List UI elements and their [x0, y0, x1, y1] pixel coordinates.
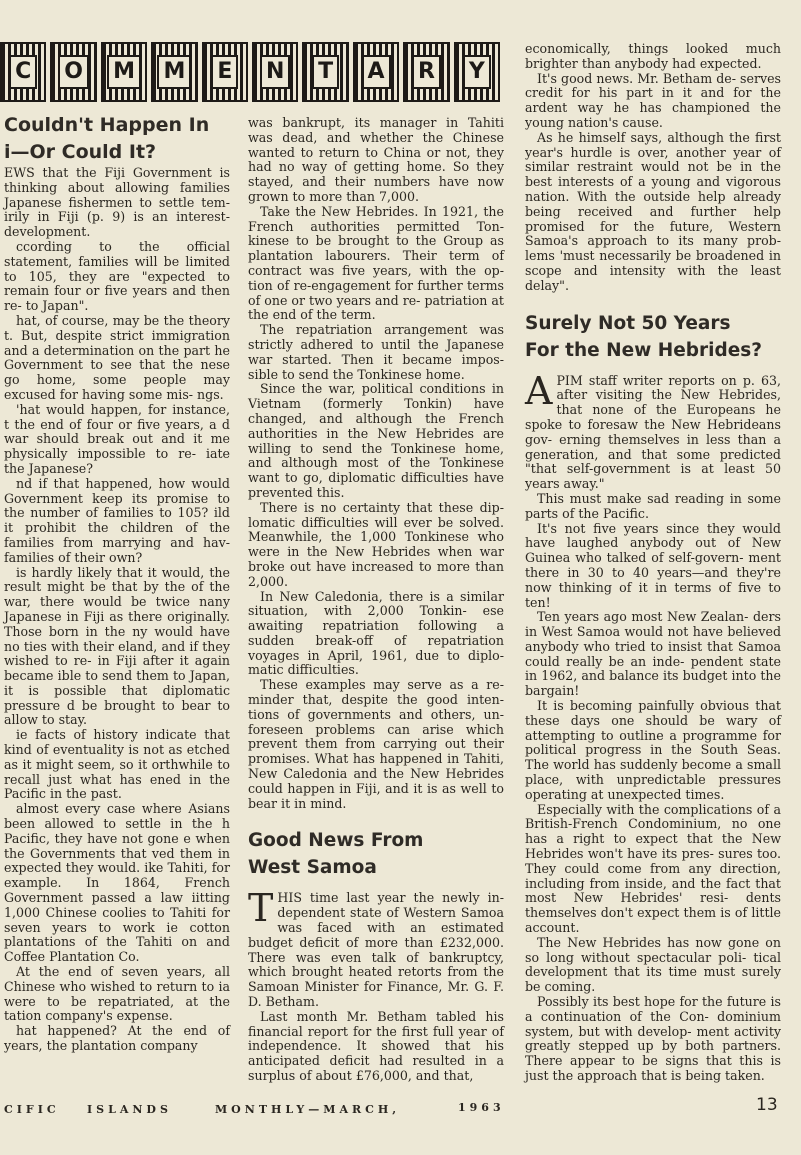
- article-paragraph: It's good news. Mr. Betham de- serves credit for his part in it and for the ardent way he has championed the young nation's cause.: [525, 70, 781, 130]
- article-headline: Good News From West Samoa: [248, 830, 424, 879]
- article-headline: Surely Not 50 Years For the New Hebrides?: [525, 312, 762, 361]
- article-paragraph: almost every case where Asians been allowed to settle in the h Pacific, they have not gone e when the Governments that ved them in expected they would. ike Tahiti, for example. In 1864, French Government passed a law iitting 1,000 Chinese coolies to Tahiti for seven years to work ie cotton plantations of the Tahiti on and Coffee Plantation Co.: [4, 801, 230, 965]
- article-paragraph: These examples may serve as a re- minder that, despite the good inten- tions of governments and others, un- foreseen problems can arise which prevent them from carrying out their promises. What has happened in Tahiti, New Caledonia and the New Hebrides could happen in Fiji, and it is as well to bear it in mind.: [248, 677, 504, 811]
- footer-publication: CIFIC: [4, 1103, 60, 1116]
- article-lead: THIS time last year the newly in- dependent state of Western Samoa was faced with an estimated budget deficit of more than £232,000. There was even talk of bankruptcy, which brought heated retorts from the Samoan Minister for Finance, Mr. G. F. D. Betham.: [248, 886, 504, 1010]
- article-paragraph: is hardly likely that it would, the result might be that by the of the war, there would be twice nany Japanese in Fiji as there originally. Those born in the ny would have no ties with their eland, and if they wished to re- in Fiji after it again became ible to send them to Japan, it is possible that diplomatic pressure d be brought to bear to allow to stay.: [4, 564, 230, 728]
- article-paragraph: Last month Mr. Betham tabled his financial report for the first full year of independence. It showed that his anticipated deficit had resulted in a surplus of about £76,000, and that,: [248, 1008, 504, 1084]
- article-paragraph: Since the war, political conditions in Vietnam (formerly Tonkin) have changed, and although the French authorities in the New Hebrides are willing to send the Tonkinese home, and although most of the Tonkinese want to go, diplomatic difficulties have prevented this.: [248, 381, 504, 500]
- article-paragraph: As he himself says, although the first year's hurdle is over, another year of similar restraint would not be in the best interests of a young and vigorous nation. With the outside help already being received and further help promised for the future, Western Samoa's approach to its many prob- lems 'must necessarily be broadened in scope and intensity with the least delay".: [525, 129, 781, 293]
- article-paragraph: There is no certainty that these dip- lomatic difficulties will ever be solved. Meanwhile, the 1,000 Tonkinese who were in the New Hebrides when war broke out have increased to more than 2,000.: [248, 499, 504, 589]
- page-footer: [0, 1095, 801, 1119]
- article-paragraph: hat happened? At the end of years, the plantation company: [4, 1023, 230, 1054]
- masthead-letter: T: [302, 42, 348, 102]
- article-paragraph: nd if that happened, how would Government keep its promise to the number of families to 105? ild it prohibit the children of the families from marrying and hav- families of their own?: [4, 475, 230, 565]
- article-paragraph: EWS that the Fiji Government is thinking about allowing families Japanese fishermen to settle tem- irily in Fiji (p. 9) is an interest- development.: [4, 165, 230, 240]
- article-paragraph: hat, of course, may be the theory t. But, despite strict immigration and a determination on the part he Government to see that the nese go home, some people may excused for having some mis- ngs.: [4, 312, 230, 402]
- article-paragraph: In New Caledonia, there is a similar situation, with 2,000 Tonkin- ese awaiting repatriation following a sudden break-off of repatriation voyages in April, 1961, due to diplo- matic difficulties.: [248, 588, 504, 678]
- column-left: [4, 112, 230, 1054]
- masthead-letter: N: [252, 42, 298, 102]
- article-paragraph: This must make sad reading in some parts of the Pacific.: [525, 490, 781, 521]
- masthead-letter: M: [101, 42, 147, 102]
- article-paragraph: Possibly its best hope for the future is a continuation of the Con- dominium system, but with develop- ment activity greatly stepped up by both partners. There appear to be signs that this is just the approach that is being taken.: [525, 994, 781, 1083]
- drop-cap: T: [248, 886, 274, 931]
- article-paragraph: At the end of seven years, all Chinese who wished to return to ia were to be repatriated, at the tation company's expense.: [4, 964, 230, 1024]
- article-paragraph: ccording to the official statement, families will be limited to 105, they are "expected to remain four or five years and then re- to Japan".: [4, 238, 230, 314]
- masthead-letter: R: [403, 42, 449, 102]
- footer-publication: ISLANDS: [87, 1103, 172, 1116]
- article-paragraph: The repatriation arrangement was strictly adhered to until the Japanese war started. Then it became impos- sible to send the Tonkinese home.: [248, 322, 504, 382]
- masthead-letter: O: [50, 42, 96, 102]
- masthead-letter: C: [0, 42, 46, 102]
- masthead-letter: Y: [454, 42, 500, 102]
- article-paragraph: was bankrupt, its manager in Tahiti was dead, and whether the Chinese wanted to return to China or not, they had no way of getting home. So they stayed, and their numbers have now grown to more than 7,000.: [248, 115, 504, 204]
- footer-year: 1963: [458, 1101, 505, 1114]
- article-paragraph: Take the New Hebrides. In 1921, the French authorities permitted Ton- kinese to be brought to the Group as plantation labourers. Their term of contract was five years, with the op- tion of re-engagement for further terms of one or two years and re- patriation at the end of the term.: [248, 203, 504, 323]
- page-number: 13: [756, 1095, 778, 1115]
- article-paragraph: It's not five years since they would have laughed anybody out of New Guinea who talked of self-govern- ment there in 30 to 40 years—and they're now thinking of it in terms of five to ten!: [525, 520, 781, 610]
- commentary-masthead: [0, 42, 500, 102]
- article-paragraph: The New Hebrides has now gone on so long without spectacular poli- tical development that its time must surely be coming.: [525, 934, 781, 995]
- article-paragraph: Ten years ago most New Zealan- ders in West Samoa would not have believed anybody who tried to insist that Samoa could really be an inde- pendent state in 1962, and balance its budget into the bargain!: [525, 609, 781, 699]
- article-paragraph: economically, things looked much brighter than anybody had expected.: [525, 41, 781, 71]
- article-paragraph: Especially with the complications of a British-French Condominium, no one has a right to expect that the New Hebrides won't have its pres- sures too. They could come from any direction, including from inside, and the fact that most New Hebrides' resi- dents themselves don't expect them is of little account.: [525, 801, 781, 936]
- masthead-letter: A: [353, 42, 399, 102]
- article-headline: Couldn't Happen In i—Or Could It?: [4, 114, 210, 163]
- article-lead: APIM staff writer reports on p. 63, after visiting the New Hebrides, that none of the Europeans he spoke to foresaw the New Hebrideans gov- erning themselves in less than a generation, and that some predicted "that self-government is at least 50 years away.": [525, 368, 781, 492]
- column-middle: [248, 116, 504, 1084]
- article-paragraph: It is becoming painfully obvious that these days one should be wary of attempting to outline a programme for political progress in the South Seas. The world has suddenly become a small place, with unpredictable pressures operating at unexpected times.: [525, 698, 781, 802]
- article-paragraph: ie facts of history indicate that kind of eventuality is not as etched as it might seem, so it orthwhile to recall just what has ened in the Pacific in the past.: [4, 727, 230, 802]
- article-paragraph: 'hat would happen, for instance, t the end of four or five years, a d war should break out and it me physically impossible to re- iate the Japanese?: [4, 401, 230, 476]
- column-right: [525, 42, 781, 1084]
- masthead-letter: E: [202, 42, 248, 102]
- masthead-letter: M: [151, 42, 197, 102]
- footer-issue: MONTHLY—MARCH,: [215, 1103, 401, 1116]
- drop-cap: A: [525, 368, 553, 413]
